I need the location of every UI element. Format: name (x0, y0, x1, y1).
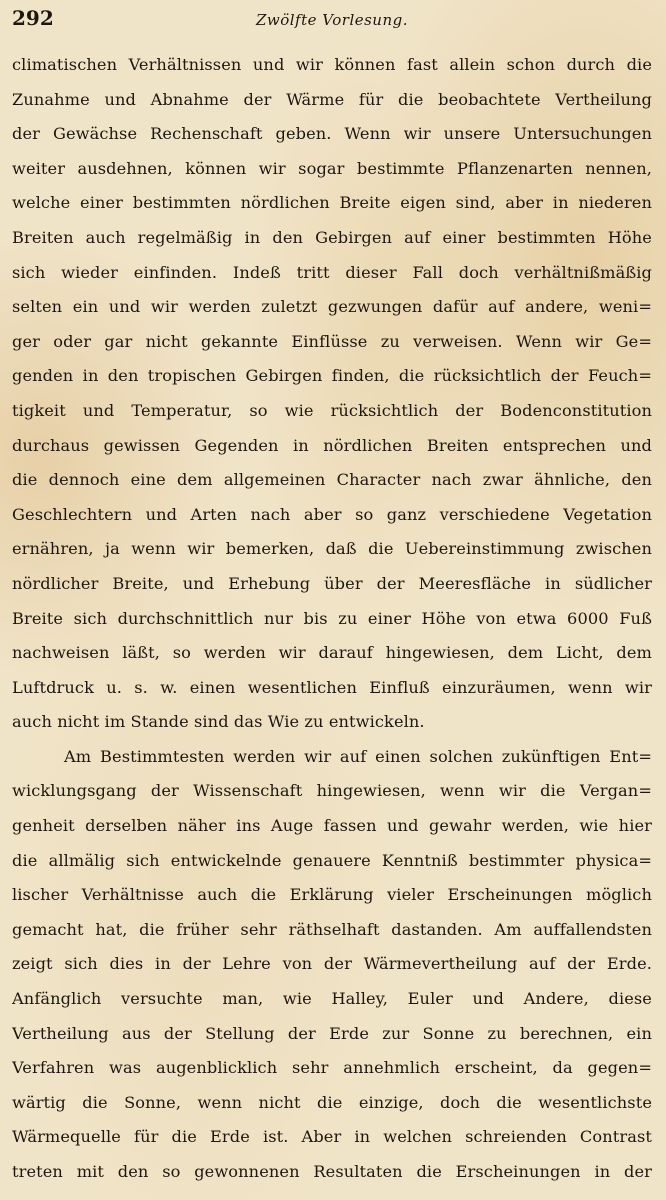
text-line: wicklungsgang der Wissenschaft hingewiesen, wenn wir die Vergan= (12, 781, 652, 801)
body-text (12, 48, 652, 1190)
text-line: genheit derselben näher ins Auge fassen und gewahr werden, wie hier (12, 816, 652, 836)
text-line: weiter ausdehnen, können wir sogar bestimmte Pflanzenarten nennen, (12, 158, 652, 178)
text-line: sich wieder einfinden. Indeß tritt dieser Fall doch verhältnißmäßig (12, 262, 652, 282)
text-line: Vertheilung aus der Stellung der Erde zur Sonne zu berechnen, ein (12, 1023, 652, 1043)
text-line: gemacht hat, die früher sehr räthselhaft dastanden. Am auffallendsten (12, 919, 652, 939)
text-line: Geschlechtern und Arten nach aber so ganz verschiedene Vegetation (12, 504, 652, 524)
text-line: durchaus gewissen Gegenden in nördlichen Breiten entsprechen und (12, 435, 652, 455)
text-line: Breiten auch regelmäßig in den Gebirgen auf einer bestimmten Höhe (12, 227, 652, 247)
text-line: climatischen Verhältnissen und wir können fast allein schon durch die (12, 55, 652, 74)
text-line: der Gewächse Rechenschaft geben. Wenn wir unsere Untersuchungen (12, 124, 652, 144)
text-line: zeigt sich dies in der Lehre von der Wärmevertheilung auf der Erde. (12, 954, 652, 974)
text-line: Zunahme und Abnahme der Wärme für die beobachtete Vertheilung (12, 89, 652, 109)
text-line: tigkeit und Temperatur, so wie rücksichtlich der Bodenconstitution (12, 400, 652, 420)
text-line: genden in den tropischen Gebirgen finden, die rücksichtlich der Feuch= (12, 366, 652, 386)
text-line: Anfänglich versuchte man, wie Halley, Euler und Andere, diese (12, 989, 652, 1009)
text-line: ger oder gar nicht gekannte Einflüsse zu verweisen. Wenn wir Ge= (12, 331, 652, 351)
text-line: treten mit den so gewonnenen Resultaten die Erscheinungen in der (12, 1162, 652, 1181)
text-line: Am Bestimmtesten werden wir auf einen solchen zukünftigen Ent= (64, 746, 652, 766)
page-number: 292 (12, 6, 54, 30)
text-line: Verfahren was augenblicklich sehr annehmlich erscheint, da gegen= (12, 1058, 652, 1078)
text-line: nachweisen läßt, so werden wir darauf hingewiesen, dem Licht, dem (12, 643, 652, 663)
running-head (12, 6, 652, 36)
text-line: ernähren, ja wenn wir bemerken, daß die Uebereinstimmung zwischen (12, 539, 652, 559)
text-line: auch nicht im Stande sind das Wie zu entwickeln. (12, 712, 425, 732)
paragraph-1 (12, 48, 652, 740)
text-line: Luftdruck u. s. w. einen wesentlichen Einfluß einzuräumen, wenn wir (12, 677, 652, 697)
chapter-title: Zwölfte Vorlesung. (255, 11, 409, 29)
text-line: die dennoch eine dem allgemeinen Character nach zwar ähnliche, den (12, 470, 652, 490)
text-line: wärtig die Sonne, wenn nicht die einzige, doch die wesentlichste (12, 1092, 652, 1112)
text-line: nördlicher Breite, und Erhebung über der Meeresfläche in südlicher (12, 573, 652, 593)
text-line: Breite sich durchschnittlich nur bis zu einer Höhe von etwa 6000 Fuß (12, 608, 652, 628)
text-line: welche einer bestimmten nördlichen Breite eigen sind, aber in niederen (12, 193, 652, 213)
paragraph-2 (12, 740, 652, 1190)
text-line: lischer Verhältnisse auch die Erklärung vieler Erscheinungen möglich (12, 885, 652, 905)
text-line: Wärmequelle für die Erde ist. Aber in welchen schreienden Contrast (12, 1127, 652, 1147)
text-line: selten ein und wir werden zuletzt gezwungen dafür auf andere, weni= (12, 297, 652, 317)
text-line: die allmälig sich entwickelnde genauere Kenntniß bestimmter physica= (12, 850, 652, 870)
